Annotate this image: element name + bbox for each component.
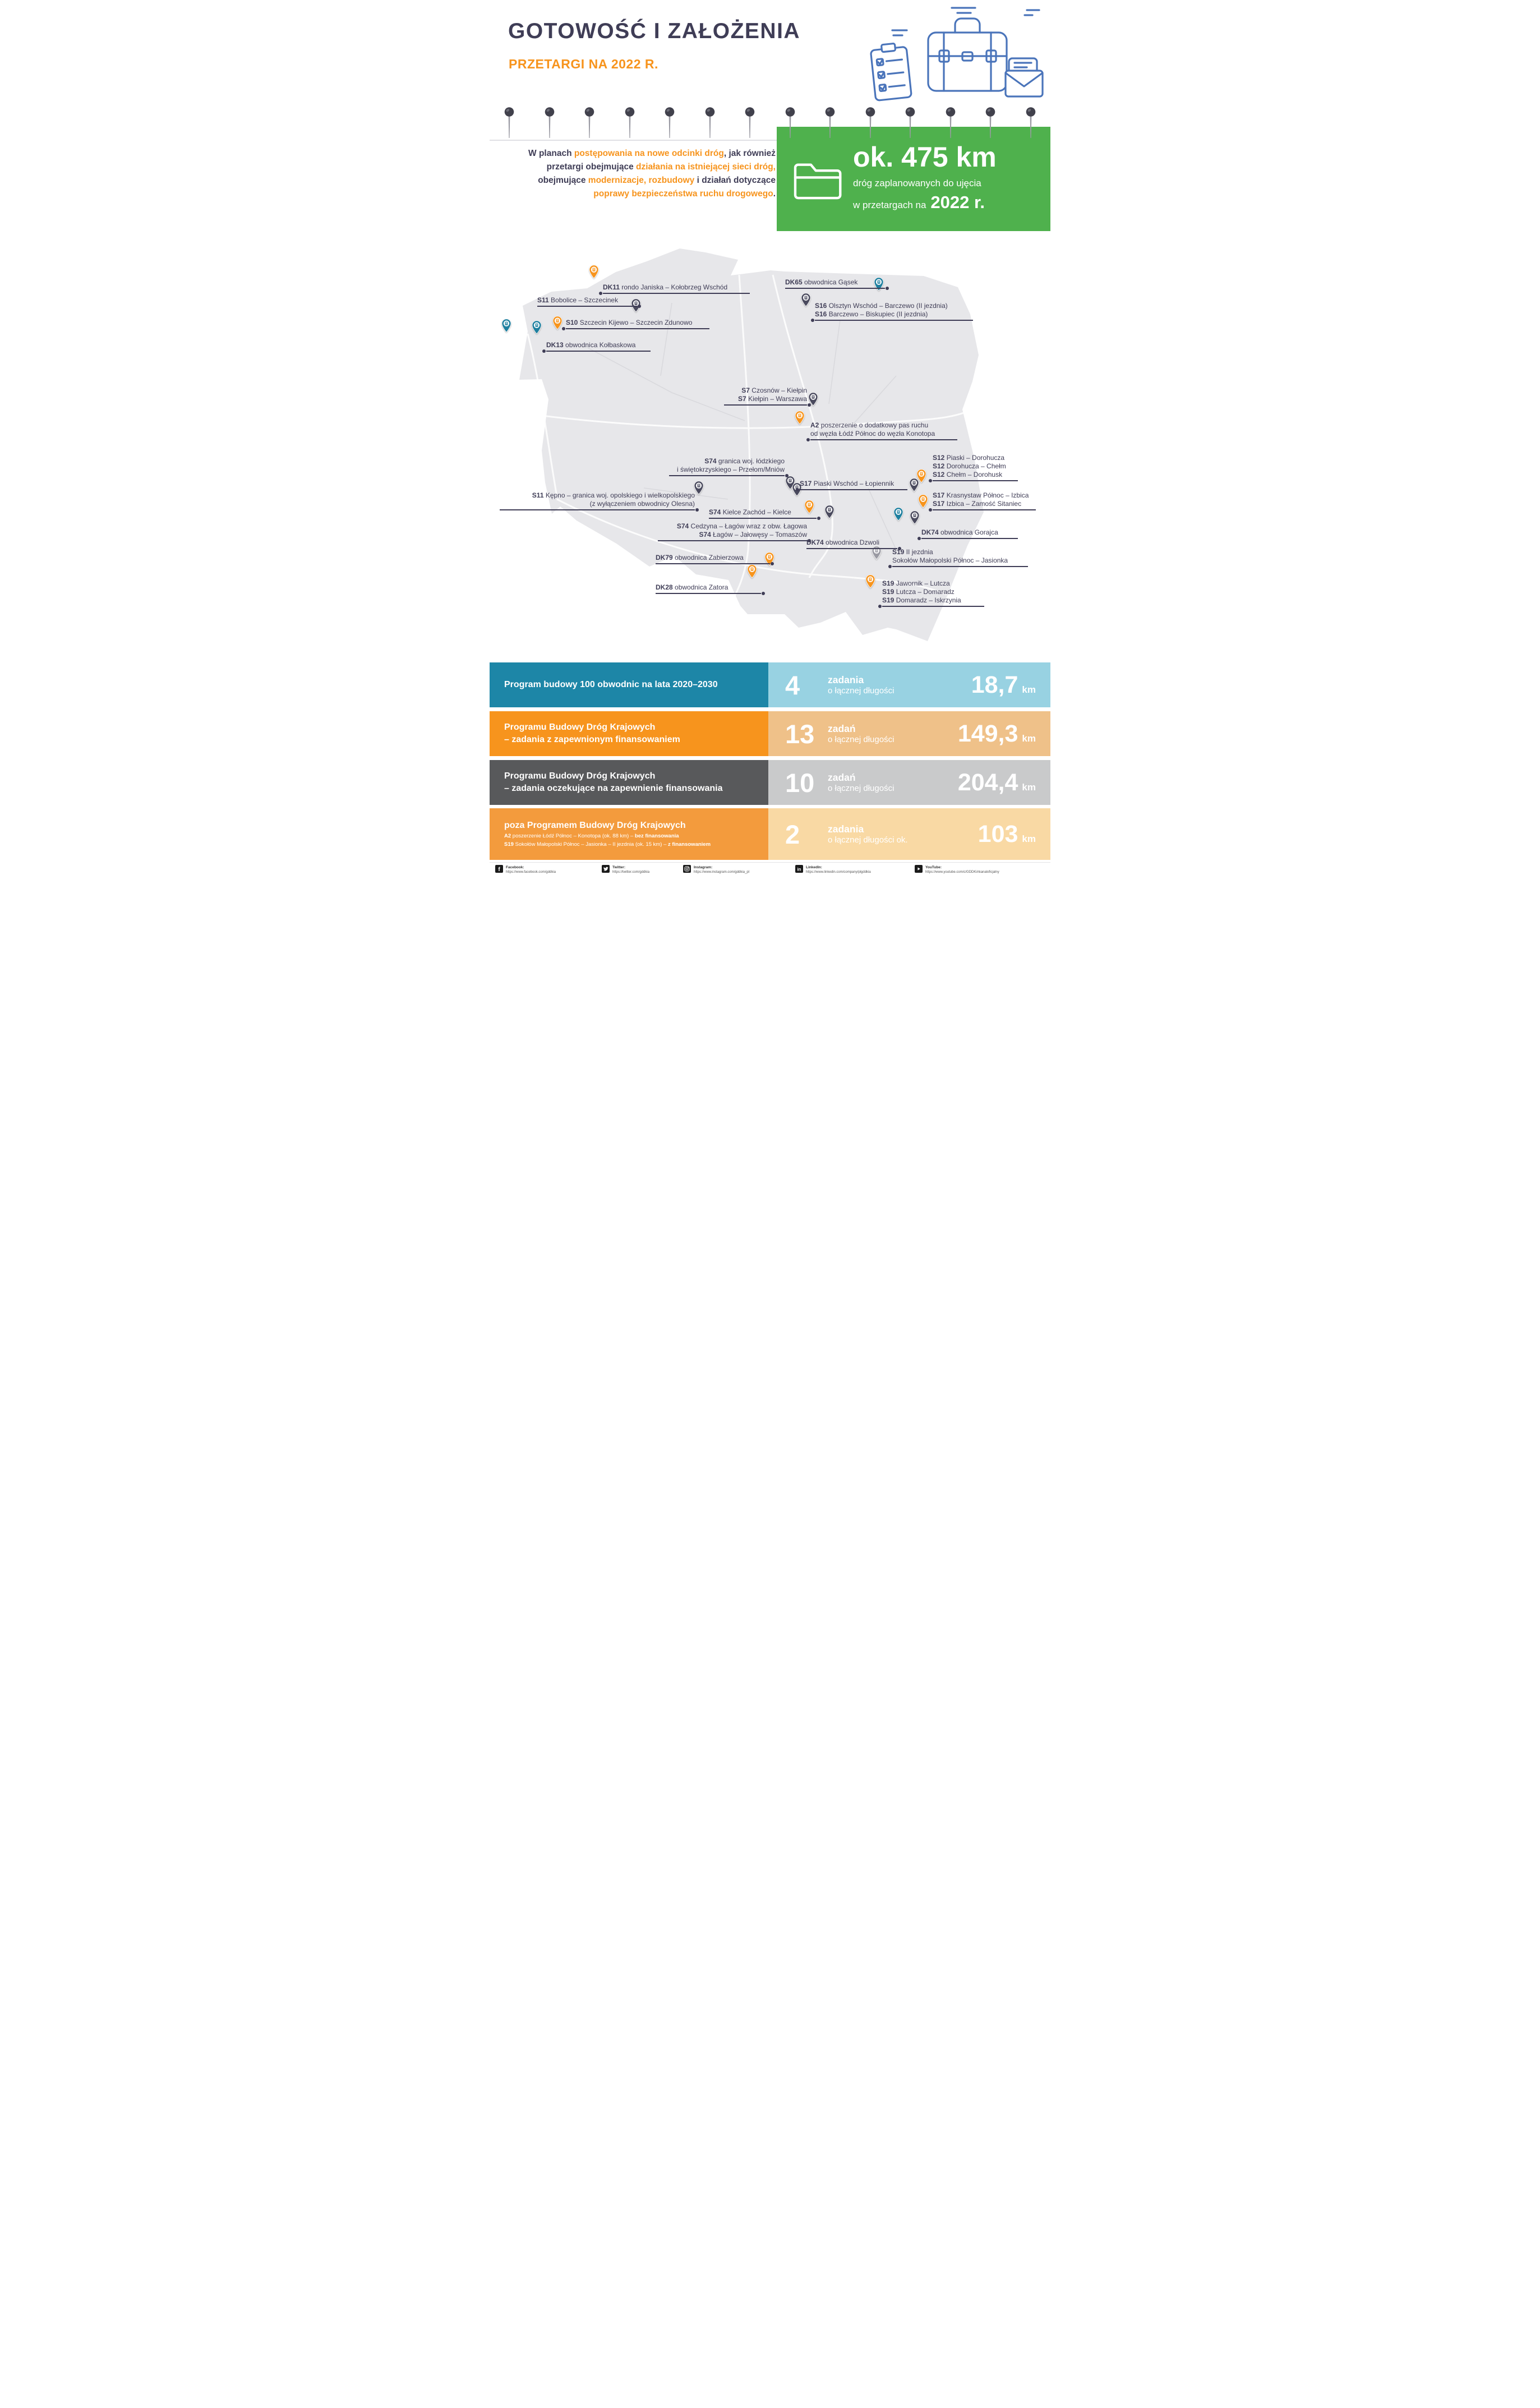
push-pin-icon [705, 107, 715, 143]
label-connector-dot [886, 287, 889, 290]
km-value: 149,3 [957, 720, 1018, 747]
km-total [957, 768, 1036, 796]
task-count-word: zadań [828, 772, 856, 783]
total-km-line2-text: w przetargach na [853, 200, 926, 211]
map-label-line: S74 granica woj. łódzkiego [704, 457, 785, 465]
label-connector-dot [817, 517, 820, 520]
map-pin-s17-krasnystaw [918, 494, 928, 511]
task-count-labels [828, 723, 894, 744]
task-count-labels [828, 772, 894, 793]
linkedin-icon[interactable] [795, 865, 803, 873]
km-total [978, 822, 1036, 846]
total-km-year: 2022 r. [930, 192, 985, 213]
map-label-line: S12 Dorohucza – Chełm [933, 462, 1006, 470]
infographic-page [490, 0, 1050, 877]
summary-row-stats-panel [768, 808, 1050, 860]
social-label: LinkedIn: [806, 865, 822, 869]
summary-row-title-panel [490, 808, 768, 860]
map-label-line: S11 Kępno – granica woj. opolskiego i wielkopolskiego [532, 491, 695, 499]
map-label-line: S12 Piaski – Dorohucza [933, 454, 1005, 462]
social-text [925, 865, 999, 875]
summary-row-detail: S19 Sokołów Małopolski Północ – Jasionka – II jezdnia (ok. 15 km) – z finansowaniem [504, 841, 711, 848]
km-value: 204,4 [957, 768, 1018, 796]
svg-text:f: f [498, 867, 500, 873]
summary-row-title: Programu Budowy Dróg Krajowych [504, 722, 656, 733]
map-label-dk65 [785, 278, 885, 289]
push-pin-icon [1026, 107, 1036, 143]
summary-row-2 [490, 711, 1050, 756]
summary-row-title: – zadania oczekujące na zapewnienie finansowania [504, 784, 723, 793]
summary-row-title: – zadania z zapewnionym finansowaniem [504, 735, 680, 744]
push-pin-icon [825, 107, 835, 143]
push-pin-icon [785, 107, 795, 143]
task-count-sub: o łącznej długości [828, 735, 895, 744]
map-label-line: DK74 obwodnica Dzwoli [806, 538, 880, 546]
km-unit: km [1022, 833, 1036, 844]
social-link[interactable]: https://twitter.com/gddkia [612, 870, 650, 874]
label-connector-dot [796, 488, 799, 491]
map-label-s11-bobolice [537, 296, 637, 307]
task-count-labels [828, 823, 908, 845]
map-label-s11-kepno [500, 491, 695, 510]
label-connector-dot [811, 319, 814, 322]
summary-row-4 [490, 808, 1050, 860]
map-pin-a2 [795, 411, 805, 427]
map-label-dk74-gorajec [921, 528, 1018, 539]
summary-row-stats-panel [768, 711, 1050, 756]
svg-text:in: in [797, 867, 801, 872]
task-count-word: zadań [828, 723, 856, 734]
social-label: Facebook: [506, 865, 524, 869]
folder-icon [791, 156, 845, 201]
map-label-dk13 [546, 341, 651, 352]
social-linkedin [795, 865, 871, 875]
map-label-s74-kielce [709, 508, 817, 519]
km-value: 18,7 [971, 671, 1018, 698]
map-label-s12 [933, 454, 1018, 481]
social-label: Instagram: [694, 865, 713, 869]
task-count-word: zadania [828, 674, 864, 685]
map-label-line: DK13 obwodnica Kołbaskowa [546, 341, 636, 349]
task-count: 4 [785, 670, 800, 700]
map-label-line: DK79 obwodnica Zabierzowa [656, 554, 744, 561]
push-pin-icon [985, 107, 995, 143]
social-link[interactable]: https://www.facebook.com/gddkia [506, 870, 556, 874]
map-label-line: S19 Jawornik – Lutcza [882, 579, 950, 587]
youtube-icon[interactable] [915, 865, 923, 873]
map-label-line: DK28 obwodnica Zatora [656, 583, 728, 591]
social-text [612, 865, 649, 875]
label-connector-dot [917, 537, 921, 540]
summary-row-title: Programu Budowy Dróg Krajowych [504, 771, 656, 781]
label-connector-dot [599, 292, 602, 295]
map-label-line: S17 Krasnystaw Północ – Izbica [933, 491, 1029, 499]
push-pin-icon [865, 107, 875, 143]
label-connector-dot [878, 605, 882, 608]
map-label-line: S74 Łagów – Jałowęsy – Tomaszów [699, 531, 807, 538]
social-text [806, 865, 871, 875]
map-label-line: i świętokrzyskiego – Przełom/Mniów [676, 466, 785, 473]
push-pin-icon [905, 107, 915, 143]
social-twitter [602, 865, 649, 875]
label-connector-dot [888, 565, 892, 568]
task-count: 2 [785, 819, 800, 849]
map-label-line: Sokołów Małopolski Północ – Jasionka [892, 556, 1008, 564]
task-count-labels [828, 674, 894, 696]
label-connector-dot [695, 508, 699, 512]
map-pin-s12-s17 [909, 478, 919, 495]
task-count: 13 [785, 719, 815, 749]
map-label-line: S74 Cedzyna – Łagów wraz z obw. Łagowa [676, 522, 807, 530]
total-km-text [853, 143, 997, 214]
map-pin-s16 [801, 293, 811, 310]
summary-row-title-panel [490, 760, 768, 805]
task-count-sub: o łącznej długości [828, 784, 895, 793]
label-connector-dot [929, 508, 932, 512]
intro-text: W planach [528, 149, 574, 158]
summary-row-stats-panel [768, 662, 1050, 707]
map-label-line: S10 Szczecin Kijewo – Szczecin Zdunowo [566, 319, 693, 326]
map-label-s10 [566, 319, 709, 329]
intro-text: , jak również przetargi obejmujące [546, 149, 776, 172]
push-pin-icon [504, 107, 514, 143]
map-label-line: S19 Domaradz – Iskrzynia [882, 596, 961, 604]
map-label-line: S16 Barczewo – Biskupiec (II jezdnia) [815, 310, 928, 318]
map-label-s16 [815, 302, 973, 321]
label-connector-dot [929, 479, 932, 482]
intro-highlight: modernizacje, rozbudowy [588, 176, 695, 186]
map-label-line: (z wyłączeniem obwodnicy Olesna) [589, 500, 695, 508]
map-label-line: S17 Izbica – Zamość Sitaniec [933, 500, 1022, 508]
map-pin-dk11 [589, 265, 599, 282]
intro-highlight: działania na istniejącej sieci dróg, [636, 162, 776, 172]
social-label: YouTube: [925, 865, 942, 869]
map-label-line: od węzła Łódź Północ do węzła Konotopa [810, 430, 935, 438]
push-pin-icon [665, 107, 675, 143]
map-label-s74-przelom [669, 457, 785, 476]
push-pin-icon [545, 107, 555, 143]
map-label-dk28 [656, 583, 761, 594]
map-label-line: DK11 rondo Janiska – Kołobrzeg Wschód [603, 283, 728, 291]
map-pin-s11-kepno [694, 481, 704, 498]
total-km-line2 [853, 190, 997, 214]
map-label-s19-jawornik [882, 579, 984, 607]
label-connector-dot [762, 592, 765, 595]
map-pin-dk13-west [501, 319, 511, 335]
page-subtitle: PRZETARGI NA 2022 R. [509, 57, 658, 71]
map-label-line: S11 Bobolice – Szczecinek [537, 296, 619, 304]
km-total [958, 722, 1036, 746]
map-label-s74-lagow [658, 522, 807, 541]
map-pin-s74-lagow [824, 505, 834, 522]
social-link[interactable]: https://www.linkedin.com/company/plgddkia [806, 870, 871, 874]
km-unit: km [1022, 781, 1036, 793]
map-label-s19-jasionka [892, 548, 1028, 567]
facebook-icon[interactable] [495, 865, 503, 873]
intro-highlight: poprawy bezpieczeństwa ruchu drogowego [593, 189, 773, 199]
intro-text: obejmujące [538, 176, 588, 186]
map-pin-dk13 [532, 320, 542, 337]
page-title: GOTOWOŚĆ I ZAŁOŻENIA [508, 19, 801, 43]
push-pin-icon [745, 107, 755, 143]
task-count: 10 [785, 767, 815, 798]
social-text [694, 865, 749, 875]
map-label-s7 [724, 386, 807, 406]
social-label: Twitter: [612, 865, 625, 869]
summary-row-title: Program budowy 100 obwodnic na lata 2020–2030 [504, 680, 718, 690]
instagram-icon[interactable] [683, 865, 691, 873]
map-pin-dk74-gorajec [910, 510, 920, 527]
intro-paragraph [518, 147, 776, 201]
push-pin-icon [584, 107, 594, 143]
label-connector-dot [808, 403, 811, 407]
map-label-s17-krasnystaw [933, 491, 1036, 510]
km-value: 103 [978, 820, 1018, 848]
label-connector-dot [785, 474, 789, 477]
task-count-word: zadania [828, 823, 864, 835]
social-youtube [915, 865, 999, 875]
total-km-line1: dróg zaplanowanych do ujęcia [853, 178, 981, 189]
map-pin-s19-jawornik [865, 574, 875, 591]
social-text [506, 865, 556, 875]
map-label-line: A2 poszerzenie o dodatkowy pas ruchu [810, 421, 929, 429]
social-instagram [683, 865, 749, 875]
social-facebook [495, 865, 556, 875]
map-label-dk74-dzwola [806, 538, 897, 549]
map-label-line: S17 Piaski Wschód – Łopiennik [800, 480, 895, 487]
twitter-icon[interactable] [602, 865, 610, 873]
map-label-s17-piaski [800, 480, 907, 490]
map-label-line: S19 II jezdnia [892, 548, 933, 556]
label-connector-dot [771, 562, 774, 565]
social-link[interactable]: https://www.instagram.com/gddkia_pl [694, 870, 750, 874]
summary-row-title-panel [490, 662, 768, 707]
label-connector-dot [542, 349, 546, 353]
map-label-a2 [810, 421, 957, 440]
label-connector-dot [638, 305, 641, 308]
total-km-value: ok. 475 km [853, 141, 997, 173]
summary-row-title-panel [490, 711, 768, 756]
task-count-sub: o łącznej długości ok. [828, 835, 908, 845]
map-label-line: S19 Lutcza – Domaradz [882, 588, 955, 596]
summary-row-3 [490, 760, 1050, 805]
map-label-line: S7 Kiełpin – Warszawa [738, 395, 807, 403]
label-connector-dot [562, 327, 565, 330]
map-label-line: S16 Olsztyn Wschód – Barczewo (II jezdnia) [815, 302, 948, 310]
km-total [971, 673, 1036, 697]
summary-row-title: poza Programem Budowy Dróg Krajowych [504, 821, 686, 831]
summary-row-stats-panel [768, 760, 1050, 805]
intro-text: . [773, 189, 776, 199]
km-unit: km [1022, 733, 1036, 744]
map-label-line: S7 Czosnów – Kiełpin [741, 386, 807, 394]
map-label-line: S74 Kielce Zachód – Kielce [709, 508, 791, 516]
task-count-sub: o łącznej długości [828, 686, 895, 696]
map-pin-dk28 [747, 564, 757, 581]
map-label-dk79 [656, 554, 770, 564]
push-pin-icon [946, 107, 956, 143]
km-unit: km [1022, 684, 1036, 695]
map-pin-dk74-dzwola [893, 507, 903, 524]
map-label-dk11 [603, 283, 750, 294]
map-label-line: DK74 obwodnica Gorajca [921, 528, 998, 536]
map-label-line: S12 Chełm – Dorohusk [933, 471, 1003, 478]
intro-text: i działań dotyczące [694, 176, 776, 186]
summary-row-detail: A2 poszerzenie Łódź Północ – Konotopa (ok. 88 km) – bez finansowania [504, 832, 679, 839]
push-pin-icon [625, 107, 635, 143]
footer [490, 862, 1050, 877]
label-connector-dot [806, 438, 810, 441]
map-pin-s10 [552, 316, 562, 333]
map-label-line: DK65 obwodnica Gąsek [785, 278, 858, 286]
social-link[interactable]: https://www.youtube.com/c/GDDKiAkanaloficjalny [925, 870, 999, 874]
intro-highlight: postępowania na nowe odcinki dróg [574, 149, 724, 158]
summary-row-1 [490, 662, 1050, 707]
